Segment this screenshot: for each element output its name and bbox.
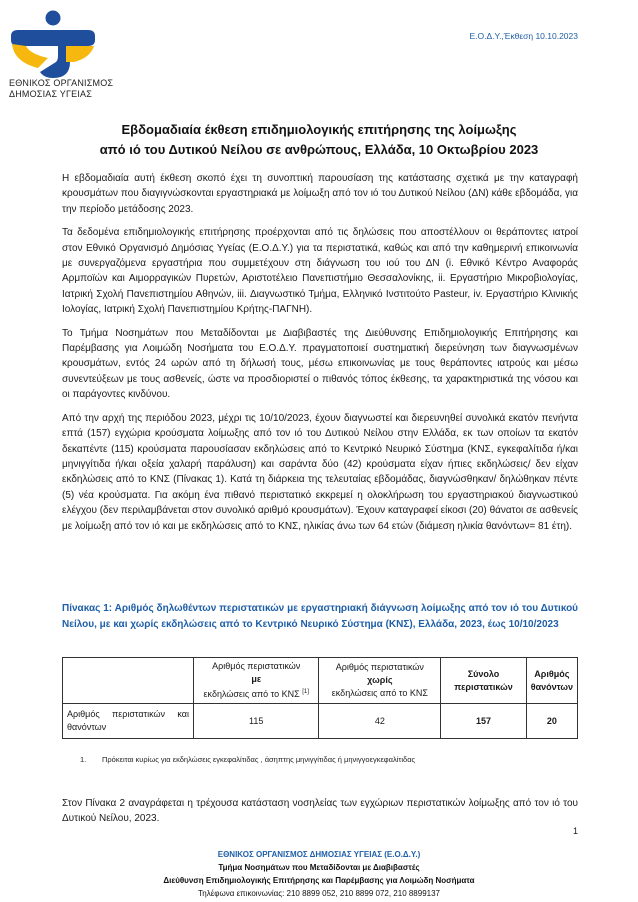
cell-without-cns: 42 <box>319 704 441 739</box>
header-total-line2: περιστατικών <box>454 681 513 692</box>
org-name <box>9 78 113 100</box>
paragraph-data-sources: Τα δεδομένα επιδημιολογικής επιτήρησης προέρχονται από τις δηλώσεις που αποστέλλουν οι θεράποντες ιατροί στον Εθνικό Οργανισμό Δημόσιας Υγείας (Ε.Ο.Δ.Υ.) για τα περιστατικά, καθώς και από την καθημερινή επικοινωνία με συνεργαζόμενα εργαστήρια που συμμετέχουν στη διάγνωση του ιού του ΔΝ (i. Εθνικό Κέντρο Αναφοράς Αρμποϊών και Αιμορραγικών Πυρετών, Αριστοτέλειο Πανεπιστήμιο Θεσσαλονίκης, ii. Εργαστήριο Μικροβιολογίας, Ιατρική Σχολή Πανεπιστημίου Αθηνών, iii. Διαγνωστικό Τμήμα, Ελληνικό Ινστιτούτο Pasteur, iv. Εργαστήριο Κλινικής Ιολογίας, Ιατρική Σχολή Πανεπιστημίου Κρήτης-ΠΑΓΝΗ). <box>62 227 578 316</box>
cases-table <box>62 657 578 739</box>
footer-department: Τμήμα Νοσημάτων που Μεταδίδονται με Διαβιβαστές <box>218 863 420 872</box>
page-number: 1 <box>572 826 578 836</box>
header-without-cns-line3: εκδηλώσεις από το ΚΝΣ <box>331 688 428 698</box>
footnote-number: 1. <box>80 755 87 764</box>
after-table-text <box>62 796 578 827</box>
table-footnote <box>80 755 415 764</box>
title-line1: Εβδομαδιαία έκθεση επιδημιολογικής επιτήρησης της λοίμωξης <box>121 122 517 137</box>
table-row <box>63 704 578 739</box>
report-date: Ε.Ο.Δ.Υ.,Έκθεση 10.10.2023 <box>469 31 578 41</box>
header-with-cns-line3-wrap <box>198 686 314 701</box>
paragraph-case-summary: Από την αρχή της περιόδου 2023, μέχρι τις 10/10/2023, έχουν διαγνωστεί και διερευνηθεί συνολικά εκατόν πενήντα επτά (157) εγχώρια κρούσματα λοίμωξης από τον ιό του Δυτικού Νείλου στην Ελλάδα, εκ των οποίων τα εκατόν δεκαπέντε (115) κρούσματα παρουσίασαν εκδηλώσεις από το Κεντρικό Νευρικό Σύστημα (ΚΝΣ, εγκεφαλίτιδα ή/και μηνιγγίτιδα ή/και οξεία χαλαρή παράλυση) και σαράντα δύο (42) κρούσματα είχαν ήπιες εκδηλώσεις/ δεν είχαν εκδηλώσεις από το ΚΝΣ (Πίνακας 1). Κατά τη διάρκεια της τελευταίας εβδομάδας, διαγνώσθηκαν/ δηλώθηκαν πέντε (5) νέα κρούσματα. Για ακόμη ένα πιθανό περιστατικό εκκρεμεί η ολοκλήρωση του εργαστηριακού διαγνωστικού ελέγχου (δεν περιλαμβάνεται στον συνολικό αριθμό κρουσμάτων). Έχουν καταγραφεί είκοσι (20) θάνατοι σε ασθενείς με λοίμωξη από τον ιό και με εκδηλώσεις από το ΚΝΣ, ηλικίας άνω των 64 ετών (διάμεση ηλικία θανόντων= 81 έτη). <box>62 412 578 532</box>
row-label-line1: Αριθμός περιστατικών και <box>67 709 189 719</box>
row-label-line2: θανόντων <box>67 722 107 732</box>
footer-phones: Τηλέφωνα επικοινωνίας: 210 8899 052, 210 8899 072, 210 8899137 <box>197 889 441 898</box>
paragraph-table2-intro: Στον Πίνακα 2 αναγράφεται η τρέχουσα κατάσταση νοσηλείας των εγχώριων περιστατικών λοίμωξης από τον ιό του Δυτικού Νείλου, 2023. <box>62 798 578 825</box>
footnote-ref[interactable]: [1] <box>302 689 309 695</box>
header-total <box>441 658 526 704</box>
table-header-row <box>63 658 578 704</box>
header-deaths-line1: Αριθμός <box>534 668 570 679</box>
row-label <box>63 704 194 739</box>
title-line2: από ιό του Δυτικού Νείλου σε ανθρώπους, Ελλάδα, 10 Οκτωβρίου 2023 <box>99 142 539 157</box>
header-without-cns-line1: Αριθμός περιστατικών <box>335 662 424 672</box>
org-name-line2: ΔΗΜΟΣΙΑΣ ΥΓΕΙΑΣ <box>9 89 93 99</box>
header-with-cns-line2: με <box>251 674 262 684</box>
footnote-text: Πρόκειται κυρίως για εκδηλώσεις εγκεφαλίτιδας , άσηπτης μηνιγγίτιδας ή μηνιγγοεγκεφαλίτιδας <box>102 755 416 764</box>
page-footer <box>0 848 638 900</box>
logo-mark-icon <box>11 11 95 79</box>
cell-total: 157 <box>441 704 526 739</box>
org-name-line1: ΕΘΝΙΚΟΣ ΟΡΓΑΝΙΣΜΟΣ <box>9 78 114 88</box>
header-total-line1: Σύνολο <box>467 668 500 679</box>
table-title: Πίνακας 1: Αριθμός δηλωθέντων περιστατικών με εργαστηριακή διάγνωση λοίμωξης από τον ιό του Δυτικού Νείλου, με και χωρίς εκδηλώσεις από το Κεντρικό Νευρικό Σύστημα (ΚΝΣ), Ελλάδα, 2023, έως 10/10/2023 <box>62 603 578 630</box>
header-empty-cell <box>63 658 194 704</box>
paragraph-intro: Η εβδομαδιαία αυτή έκθεση σκοπό έχει τη συνοπτική παρουσίαση της κατάστασης σχετικά με την καταγραφή κρουσμάτων που διαγιγνώσκονται εργαστηριακά με λοίμωξη από τον ιό του Δυτικού Νείλου (ΔΝ) κάθε εβδομάδα, για την περίοδο μετάδοσης 2023. <box>62 173 578 215</box>
header-without-cns-line2: χωρίς <box>367 675 393 685</box>
header-with-cns <box>193 658 318 704</box>
document-title <box>60 120 578 160</box>
header-deaths <box>526 658 577 704</box>
header-with-cns-line1: Αριθμός περιστατικών <box>212 661 301 671</box>
header-deaths-line2: θανόντων <box>530 681 573 692</box>
cell-with-cns: 115 <box>193 704 318 739</box>
header-without-cns <box>319 658 441 704</box>
paragraph-investigation: Το Τμήμα Νοσημάτων που Μεταδίδονται με Διαβιβαστές της Διεύθυνσης Επιδημιολογικής Επιτήρησης και Παρέμβασης για Λοιμώδη Νοσήματα του Ε.Ο.Δ.Υ. πραγματοποιεί συστηματική διερεύνηση των διαγνωσμένων κρουσμάτων, εντός 24 ωρών από τη δήλωσή τους, μέσω επικοινωνίας με τους θεράποντες ιατρούς και μέσω συνεντεύξεων με τους ασθενείς, ώστε να προσδιοριστεί ο πιθανός τόπος έκθεσης, τα χαρακτηριστικά της νόσου και οι παράγοντες κινδύνου. <box>62 327 578 401</box>
footer-org: ΕΘΝΙΚΟΣ ΟΡΓΑΝΙΣΜΟΣ ΔΗΜΟΣΙΑΣ ΥΓΕΙΑΣ (Ε.Ο.Δ.Υ.) <box>217 850 421 859</box>
cell-deaths: 20 <box>526 704 577 739</box>
footer-directorate: Διεύθυνση Επιδημιολογικής Επιτήρησης και Παρέμβασης για Λοιμώδη Νοσήματα <box>163 876 475 885</box>
body-text <box>62 171 578 542</box>
header-with-cns-line3: εκδηλώσεις από το ΚΝΣ <box>203 689 300 699</box>
